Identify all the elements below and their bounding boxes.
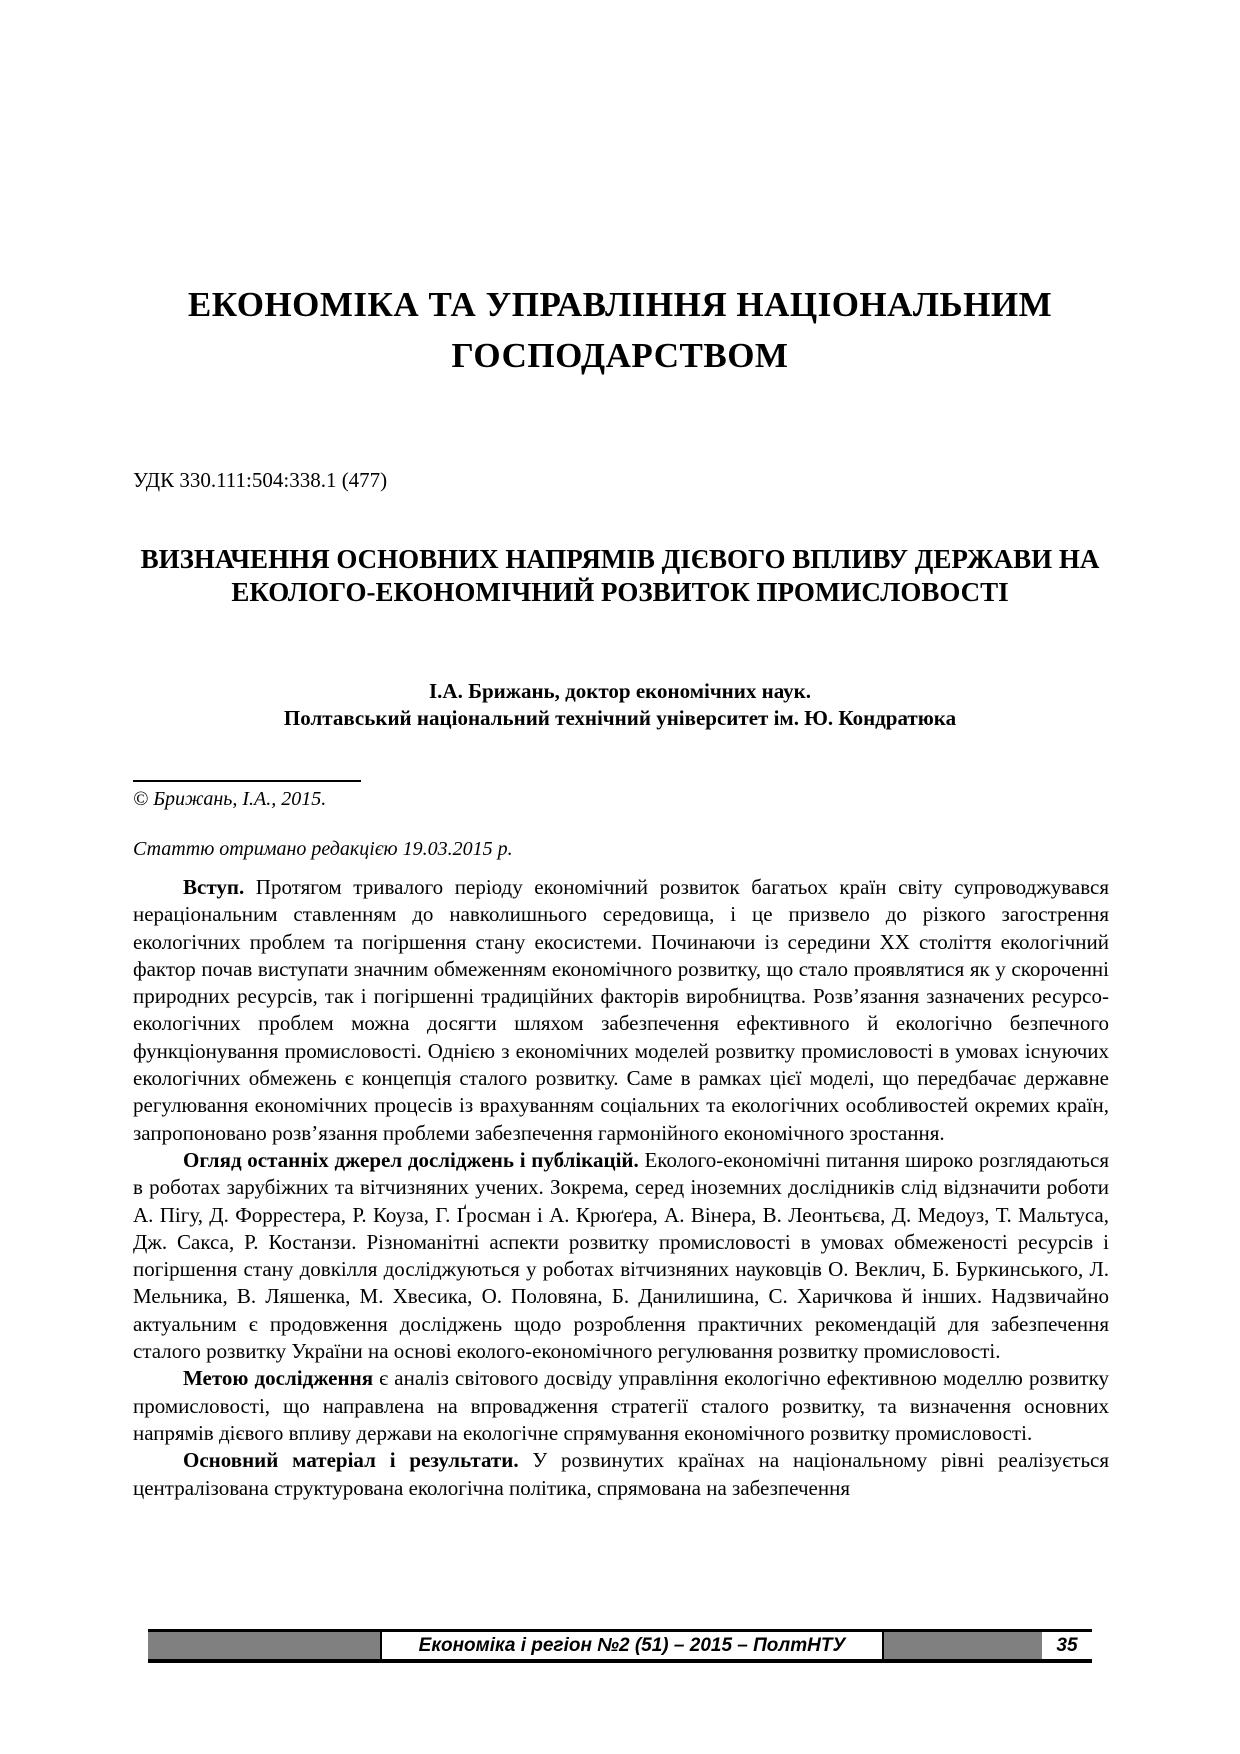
article-body bbox=[133, 874, 1109, 1502]
received-date-line: Статтю отримано редакцією 19.03.2015 р. bbox=[133, 838, 513, 860]
footer-bar bbox=[148, 1629, 1092, 1663]
paragraph-intro bbox=[133, 874, 1109, 1147]
paragraph-literature-review-lead: Огляд останніх джерел досліджень і публікацій. bbox=[183, 1147, 639, 1172]
author-affiliation: Полтавський національний технічний університет ім. Ю. Кондратюка bbox=[283, 706, 957, 731]
author-block bbox=[132, 678, 1108, 733]
paragraph-intro-text: Протягом тривалого періоду економічний розвиток багатьох країн світу супроводжувався нераціональним ставленням до навколишнього середовища, і це призвело до різкого загострення екологічних проблем та погіршення стану екосистеми. Починаючи із середини ХХ століття екологічний фактор почав виступати значним обмеженням економічного розвитку, що стало проявлятися як у скороченні природних ресурсів, так і погіршенні традиційних факторів виробництва. Розв’язання зазначених ресурсо-екологічних проблем можна досягти шляхом забезпечення ефективного й екологічно безпечного функціонування промисловості. Однією з економічних моделей розвитку промисловості в умовах існуючих екологічних обмежень є концепція сталого розвитку. Саме в рамках цієї моделі, що передбачає державне регулювання економічних процесів із врахуванням соціальних та екологічних особливостей окремих країн, запропоновано розв’язання проблеми забезпечення гармонійного економічного зростання. bbox=[133, 875, 1109, 1145]
udc-code: УДК 330.111:504:338.1 (477) bbox=[133, 468, 388, 492]
paragraph-main-material-text: У розвинутих країнах на національному рівні реалізується централізована структурована екологічна політика, спрямована на забезпечення bbox=[133, 1448, 1109, 1500]
paragraph-main-material bbox=[133, 1447, 1109, 1502]
paragraph-goal bbox=[133, 1365, 1109, 1447]
footer-journal-label: Економіка і регіон №2 (51) – 2015 – ПолтНТУ bbox=[380, 1632, 884, 1659]
footer-gray-right bbox=[884, 1632, 1042, 1659]
author-name-degree: І.А. Брижань, доктор економічних наук. bbox=[428, 679, 812, 703]
paragraph-literature-review-text: Еколого-економічні питання широко розглядаються в роботах зарубіжних та вітчизняних учених. Зокрема, серед іноземних дослідників слід відзначити роботи А. Пігу, Д. Форрестера, Р. Коуза, Г. Ґросман і А. Крюґера, А. Вінера, В. Леонтьєва, Д. Медоуз, Т. Мальтуса, Дж. Сакса, Р. Костанзи. Різноманітні аспекти розвитку промисловості в умовах обмеженості ресурсів і погіршення стану довкілля досліджуються у роботах вітчизняних науковців О. Веклич, Б. Буркинського, Л. Мельника, В. Ляшенка, М. Хвесика, О. Половяна, Б. Данилишина, С. Харичкова й інших. Надзвичайно актуальним є продовження досліджень щодо розроблення практичних рекомендацій для забезпечення сталого розвитку України на основі еколого-економічного регулювання розвитку промисловості. bbox=[133, 1147, 1109, 1364]
paragraph-main-material-lead: Основний матеріал і результати. bbox=[183, 1448, 519, 1473]
footnote-separator bbox=[133, 780, 361, 782]
article-title: ВИЗНАЧЕННЯ ОСНОВНИХ НАПРЯМІВ ДІЄВОГО ВПЛИВУ ДЕРЖАВИ НА ЕКОЛОГО-ЕКОНОМІЧНИЙ РОЗВИТОК ПРОМИСЛОВОСТІ bbox=[140, 544, 1100, 607]
paragraph-literature-review bbox=[133, 1147, 1109, 1365]
copyright-line: © Брижань, І.А., 2015. bbox=[133, 788, 327, 810]
paragraph-goal-lead: Метою дослідження bbox=[183, 1366, 374, 1391]
paragraph-intro-lead: Вступ. bbox=[183, 875, 245, 899]
footer-page-number: 35 bbox=[1042, 1632, 1092, 1659]
footer-gray-left bbox=[148, 1632, 380, 1659]
paragraph-goal-text: є аналіз світового досвіду управління екологічно ефективною моделлю розвитку промисловості, що направлена на впровадження стратегії сталого розвитку, та визначення основних напрямів дієвого впливу держави на екологічне спрямування економічного розвитку промисловості. bbox=[133, 1366, 1109, 1445]
section-heading: ЕКОНОМІКА ТА УПРАВЛІННЯ НАЦІОНАЛЬНИМ ГОСПОДАРСТВОМ bbox=[187, 285, 1053, 375]
